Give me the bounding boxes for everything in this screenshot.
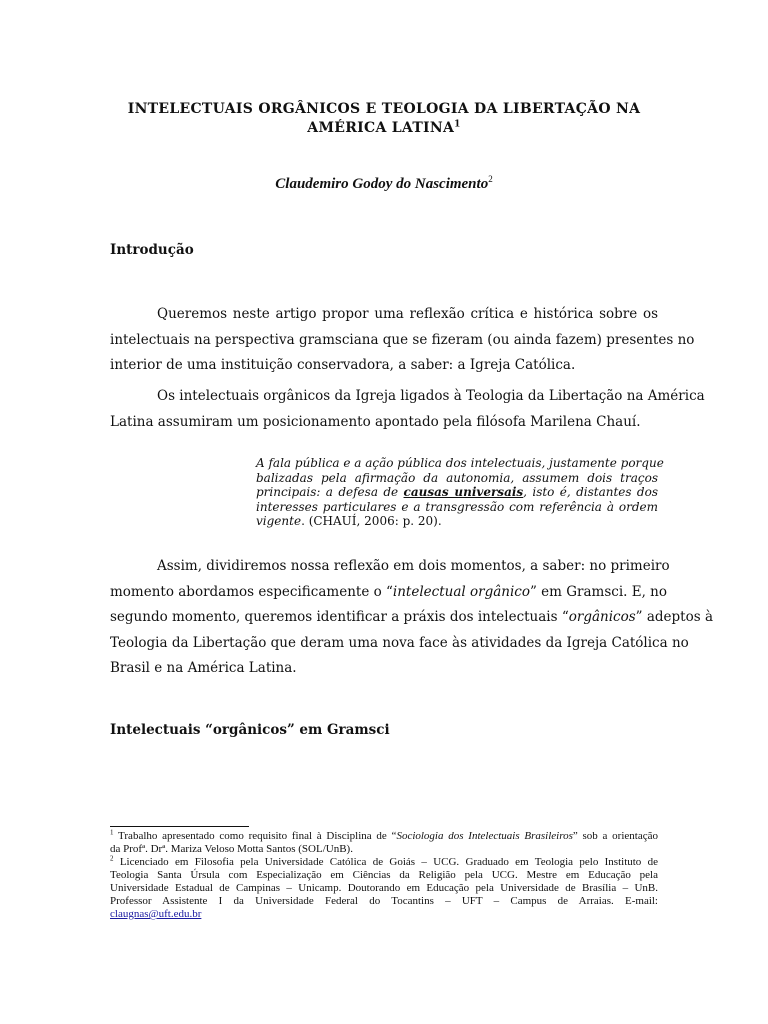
quote-line: interesses particulares e a transgressão com referência à ordem [256, 499, 658, 514]
paragraph-3-text: ” adeptos à [635, 609, 713, 625]
footnote-1-line [110, 830, 658, 843]
paragraph-3-line [110, 605, 713, 631]
quote-emphasis: causas universais [403, 485, 524, 500]
quote-line [256, 485, 658, 500]
quote-text: , isto é, distantes dos [523, 485, 658, 500]
footnote-separator [110, 826, 249, 827]
paragraph-1-line: intelectuais na perspectiva gramsciana que se fizeram (ou ainda fazem) presentes no [110, 331, 695, 348]
author-name-text: Claudemiro Godoy do Nascimento [275, 176, 489, 192]
paragraph-1-line: interior de uma instituição conservadora, a saber: a Igreja Católica. [110, 357, 576, 373]
quote-text: principais: a defesa de [256, 485, 404, 500]
paragraph-3-line: Brasil e na América Latina. [110, 660, 297, 676]
document-title [110, 100, 658, 138]
paragraph-2-line: Os intelectuais orgânicos da Igreja ligados à Teologia da Libertação na América [157, 388, 705, 404]
quote-citation: . (CHAUÍ, 2006: p. 20). [301, 514, 442, 529]
footnote-1-mark: 1 [110, 828, 114, 837]
footnote-1-text: da Profª. Drª [110, 843, 166, 855]
footnote-2-line [110, 856, 658, 869]
author-footnote-mark: 2 [488, 174, 493, 184]
footnote-2 [110, 856, 658, 921]
paragraph-3-text: momento abordamos especificamente o “ [110, 583, 393, 600]
paragraph-3-italic: orgânicos [568, 609, 636, 625]
footnote-2-line [110, 908, 658, 921]
footnote-1 [110, 830, 658, 856]
paragraph-3-text: ” em Gramsci. E, no [529, 583, 667, 600]
paragraph-3-line: Assim, dividiremos nossa reflexão em dois momentos, a saber: no primeiro [157, 558, 670, 574]
paragraph-2-line: Latina assumiram um posicionamento apontado pela filósofa Marilena Chauí. [110, 413, 641, 430]
paragraph-3-text: segundo momento, queremos identificar a práxis dos intelectuais “ [110, 609, 569, 625]
footnote-2-line: Universidade Estadual de Campinas – Unicamp. Doutorando em Educação pela Universidade de Brasília – UnB. [110, 882, 658, 894]
gramsci-heading: Intelectuais “orgânicos” em Gramsci [110, 722, 390, 738]
quote-line: A fala pública e a ação pública dos intelectuais, justamente porque [256, 456, 664, 470]
paragraph-3-italic: intelectual orgânico [392, 583, 530, 600]
title-line-2 [110, 119, 658, 138]
intro-heading: Introdução [110, 242, 194, 258]
footnote-1-line [110, 843, 658, 856]
footnote-1-text: . Mariza Veloso Motta Santos (SOL/UnB). [165, 843, 353, 855]
footnote-1-text: Trabalho apresentado como requisito final à Disciplina de “ [113, 830, 397, 842]
paragraph-3-line: Teologia da Libertação que deram uma nova face às atividades da Igreja Católica no [110, 634, 689, 651]
footnote-1-text: ” sob a orientação [572, 830, 658, 842]
quote-line [256, 514, 658, 529]
paragraph-1-line: Queremos neste artigo propor uma reflexão crítica e histórica sobre os [157, 306, 658, 322]
title-footnote-mark: 1 [454, 119, 461, 130]
footnote-2-mark: 2 [110, 854, 114, 863]
footnote-1-italic: Sociologia dos Intelectuais Brasileiros [396, 830, 573, 842]
title-line-1: INTELECTUAIS ORGÂNICOS E TEOLOGIA DA LIBERTAÇÃO NA [127, 101, 641, 117]
paragraph-2 [110, 384, 705, 435]
quote-text: vigente [256, 514, 302, 529]
block-quote [256, 456, 664, 529]
paragraph-1 [110, 302, 695, 379]
author-name [110, 176, 658, 193]
footnote-2-line: Teologia Santa Úrsula com Especialização em Ciências da Religião pela UCG. Mestre em Educação pela [110, 869, 658, 881]
email-link[interactable]: claugnas@uft.edu.br [110, 908, 202, 920]
title-line-2-text: AMÉRICA LATINA [307, 120, 455, 136]
footnote-2-line: Professor Assistente I da Universidade Federal do Tocantins – UFT – Campus de Arraias. E-mail: [110, 895, 658, 907]
paragraph-3-line [110, 580, 667, 606]
quote-line: balizadas pela afirmação da autonomia, assumem dois traços [256, 470, 658, 485]
paragraph-3 [110, 554, 713, 682]
footnote-2-text: Licenciado em Filosofia pela Universidade Católica de Goiás – UCG. Graduado em Teologia pelo Instituto de [113, 856, 658, 868]
